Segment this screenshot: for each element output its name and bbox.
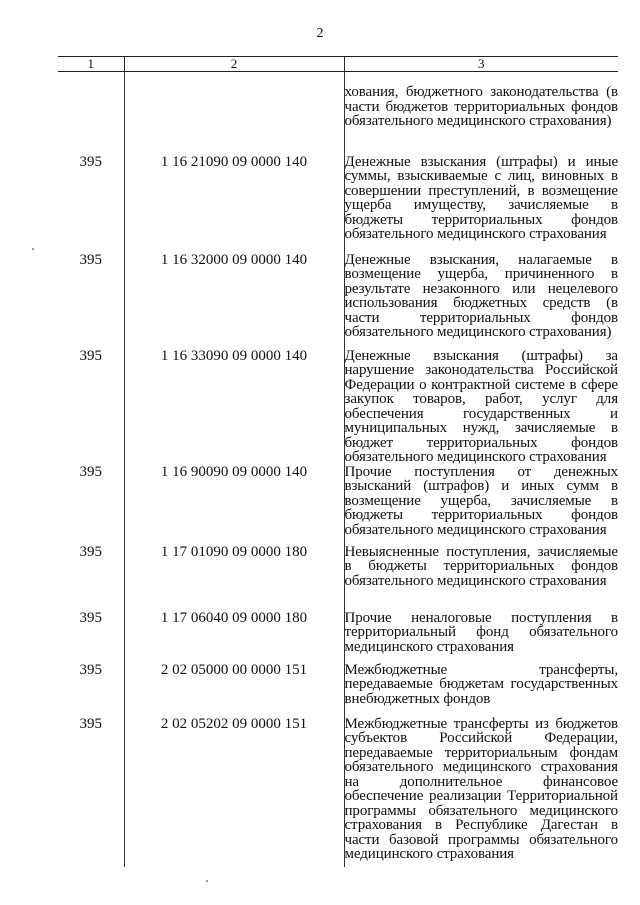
revenue-name-cell: Межбюджетные трансферты из бюджетов субъектов Российской Федерации, передаваемые территориальным фондам обязательного медицинского страхования на дополнительное финансовое обеспечение реализации Территориальной программы обязательного медицинского страхования в Республике Дагестан в части базовой программы обязательного медицинского страхования [344,717,618,867]
budget-code-cell: 1 16 32000 09 0000 140 [124,253,344,349]
revenue-name-cell: Денежные взыскания, налагаемые в возмещение ущерба, причиненного в результате незаконного или нецелевого использования бюджетных средств (в части территориальных фондов обязательного медицинского страхования) [344,253,618,349]
scan-speck [32,248,34,250]
table-row [58,155,618,253]
revenue-name-cell: Прочие поступления от денежных взысканий (штрафов) и иных сумм в возмещение ущерба, зачисляемые в бюджеты территориальных фондов обязательного медицинского страхования [344,465,618,545]
table-row [58,253,618,349]
revenue-name-cell: Прочие неналоговые поступления в территориальный фонд обязательного медицинского страхования [344,611,618,663]
budget-revenue-table [58,56,618,867]
budget-code-cell: 1 16 33090 09 0000 140 [124,349,344,465]
admin-code-cell [58,72,124,155]
revenue-name-cell: Межбюджетные трансферты, передаваемые бюджетам государственных внебюджетных фондов [344,663,618,717]
admin-code-cell: 395 [79,609,102,626]
budget-code-cell: 1 16 90090 09 0000 140 [124,465,344,545]
admin-code-cell: 395 [79,661,102,678]
admin-code-cell: 395 [79,463,102,480]
budget-code-cell: 1 16 21090 09 0000 140 [124,155,344,253]
budget-code-cell [124,72,344,155]
table-header-row [58,57,618,72]
column-header-2: 2 [124,57,344,72]
budget-code-cell: 2 02 05202 09 0000 151 [124,717,344,867]
column-header-1: 1 [58,57,124,72]
table-row [58,465,618,545]
budget-code-cell: 1 17 01090 09 0000 180 [124,545,344,611]
table-row [58,611,618,663]
budget-code-cell: 1 17 06040 09 0000 180 [124,611,344,663]
page-number: 2 [316,26,324,41]
scan-speck [206,880,208,882]
table-row [58,545,618,611]
table-row [58,717,618,867]
admin-code-cell: 395 [79,715,102,732]
revenue-name-cell: Невыясненные поступления, зачисляемые в бюджеты территориальных фондов обязательного медицинского страхования [344,545,618,611]
admin-code-cell: 395 [79,347,102,364]
revenue-name-cell: Денежные взыскания (штрафы) за нарушение законодательства Российской Федерации о контрактной системе в сфере закупок товаров, работ, услуг для обеспечения государственных и муниципальных нужд, зачисляемые в бюджет территориальных фондов обязательного медицинского страхования [344,347,618,465]
admin-code-cell: 395 [79,251,102,268]
admin-code-cell: 395 [79,543,102,560]
column-header-3: 3 [344,57,618,72]
table-row [58,72,618,155]
revenue-name-cell: хования, бюджетного законодательства (в части бюджетов территориальных фондов обязательного медицинского страхования) [344,72,618,155]
table-row [58,663,618,717]
table-row [58,349,618,465]
revenue-name-cell: Денежные взыскания (штрафы) и иные суммы, взыскиваемые с лиц, виновных в совершении преступлений, в возмещение ущерба имуществу, зачисляемые в бюджеты территориальных фондов обязательного медицинского страхования [344,155,618,253]
budget-code-cell: 2 02 05000 00 0000 151 [124,663,344,717]
admin-code-cell: 395 [79,153,102,170]
